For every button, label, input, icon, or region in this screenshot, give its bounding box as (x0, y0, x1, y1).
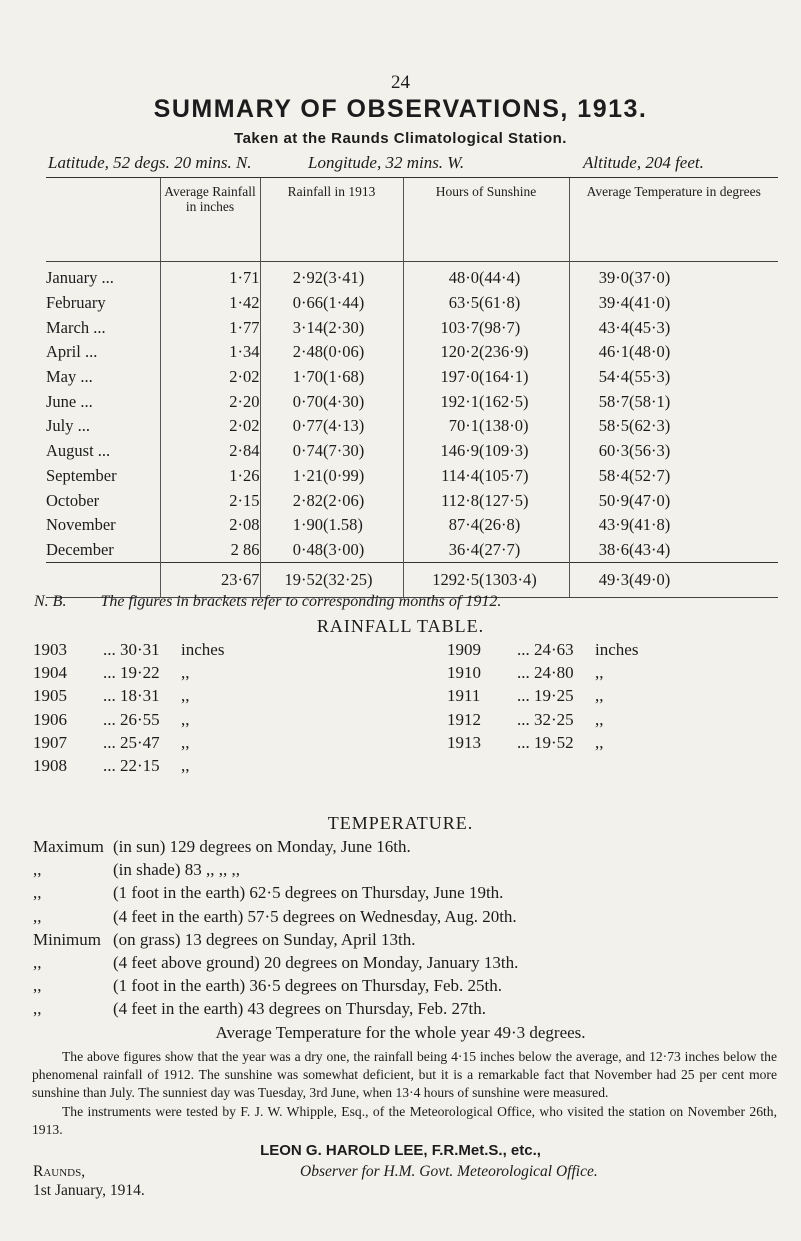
rainfall-unit: ,, (181, 732, 190, 752)
month-cell: November (46, 515, 116, 535)
sunshine-1912-cell: (127·5) (479, 490, 529, 510)
month-cell: February (46, 293, 106, 313)
rainfall-year: 1905 (33, 686, 67, 706)
temperature-heading: TEMPERATURE. (327, 813, 474, 833)
sunshine-cell: 114·4 (403, 464, 479, 489)
rainfall-line (447, 733, 604, 753)
temperature-text: (1 foot in the earth) 36·5 degrees on Thursday, Feb. 25th. (113, 976, 503, 996)
altitude: Altitude, 204 feet. (583, 153, 704, 172)
temperature-1912-cell: (56·3) (629, 441, 671, 461)
rainfall-line (33, 640, 224, 660)
rainfall-year: 1912 (447, 709, 481, 729)
avg-rainfall-cell: 2·84 (160, 439, 260, 464)
table-row (46, 389, 778, 414)
sunshine-cell: 112·8 (403, 488, 479, 513)
total-rainfall: 19·52 (260, 563, 323, 598)
temperature-lead: Maximum (33, 837, 104, 856)
temperature-lead: Minimum (33, 929, 102, 949)
summary-paragraph: The above figures show that the year was a dry one, the rainfall being 4·15 inches below the average, and 12·73 inches below the phenomenal rainfall of 1912. The sunshine was somewhat deficient, but it is a remarkable fact that November had 25 per cent more sunshine than July. The sunniest day was Tuesday, 3rd June, when 13·4 hours of sunshine were measured. (32, 1049, 777, 1100)
longitude: Longitude, 32 mins. W. (308, 153, 465, 172)
rainfall-value: ... 24·80 (517, 663, 574, 683)
temperature-1912-cell: (48·0) (629, 342, 671, 362)
sunshine-cell: 197·0 (403, 365, 479, 390)
sunshine-cell: 103·7 (403, 315, 479, 340)
temperature-text: (4 feet above ground) 20 degrees on Monday, January 13th. (113, 953, 519, 972)
latitude: Latitude, 52 degs. 20 mins. N. (48, 153, 252, 172)
month-cell: July ... (46, 416, 91, 436)
rainfall-1912-cell: (2·06) (323, 490, 365, 510)
sunshine-1912-cell: (236·9) (479, 342, 529, 362)
rainfall-year: 1907 (33, 732, 67, 752)
avg-rainfall-cell: 2 86 (160, 538, 260, 563)
temperature-1912-cell: (41·0) (629, 293, 671, 313)
table-row (46, 538, 778, 563)
month-cell: January ... (46, 268, 114, 288)
temperature-line (33, 930, 416, 950)
month-cell: April ... (46, 342, 98, 362)
rainfall-unit: ,, (181, 663, 190, 683)
header-avg-rainfall: Average Rainfall in inches (160, 178, 260, 262)
table-row (46, 439, 778, 464)
table-row (46, 262, 778, 291)
temperature-line (33, 907, 517, 927)
total-temperature: 49·3 (569, 563, 629, 598)
sunshine-1912-cell: (27·7) (479, 539, 521, 559)
rainfall-unit: ,, (181, 686, 190, 706)
rainfall-value: ... 30·31 (103, 640, 160, 659)
rainfall-line (447, 686, 604, 706)
rainfall-1912-cell: (1.58) (323, 515, 363, 535)
rainfall-1912-cell: (3·41) (323, 268, 365, 288)
temperature-cell: 54·4 (569, 365, 629, 390)
temperature-1912-cell: (58·1) (629, 391, 671, 411)
page-title: SUMMARY OF OBSERVATIONS, 1913. (153, 95, 648, 123)
table-row (46, 414, 778, 439)
observer-name: LEON G. HAROLD LEE, F.R.Met.S., etc., (260, 1142, 541, 1159)
rainfall-cell: 1·70 (260, 365, 323, 390)
rainfall-value: ... 19·22 (103, 663, 160, 683)
header-avg-temperature: Average Temperature in degrees (569, 178, 778, 262)
rainfall-cell: 0·74 (260, 439, 323, 464)
rainfall-unit: ,, (595, 732, 604, 752)
avg-rainfall-cell: 2·02 (160, 365, 260, 390)
rainfall-year: 1908 (33, 756, 67, 775)
header-month (46, 178, 160, 262)
sunshine-cell: 48·0 (403, 262, 479, 291)
temperature-line (33, 860, 240, 880)
station-place (33, 1163, 85, 1181)
rainfall-unit: inches (595, 640, 639, 659)
rainfall-1912-cell: (1·44) (323, 293, 365, 313)
header-rainfall-1913: Rainfall in 1913 (260, 178, 403, 262)
rainfall-cell: 2·48 (260, 340, 323, 365)
rainfall-unit: inches (181, 640, 225, 659)
rainfall-cell: 0·48 (260, 538, 323, 563)
rainfall-cell: 0·77 (260, 414, 323, 439)
temperature-lead: ,, (33, 883, 42, 903)
temperature-cell: 43·4 (569, 315, 629, 340)
temperature-cell: 39·0 (569, 262, 629, 291)
rainfall-cell: 3·14 (260, 315, 323, 340)
temperature-lead: ,, (33, 860, 42, 880)
table-row (46, 340, 778, 365)
sunshine-1912-cell: (105·7) (479, 465, 529, 485)
temperature-cell: 38·6 (569, 538, 629, 563)
table-row (46, 488, 778, 513)
rainfall-value: ... 24·63 (517, 640, 574, 659)
table-row (46, 365, 778, 390)
month-cell: December (46, 539, 114, 559)
sunshine-cell: 87·4 (403, 513, 479, 538)
rainfall-line (33, 686, 190, 706)
avg-rainfall-cell: 1·71 (160, 262, 260, 291)
rainfall-line (33, 756, 190, 776)
rainfall-year: 1910 (447, 663, 481, 683)
temperature-1912-cell: (37·0) (629, 268, 671, 288)
rainfall-1912-cell: (0·06) (323, 342, 365, 362)
rainfall-unit: ,, (595, 663, 604, 683)
rainfall-line (447, 640, 638, 660)
sunshine-1912-cell: (61·8) (479, 293, 521, 313)
place-name: Raunds, (33, 1163, 86, 1180)
total-avg-rainfall: 23·67 (160, 563, 260, 598)
temperature-text: (4 feet in the earth) 57·5 degrees on Wednesday, Aug. 20th. (113, 906, 517, 926)
temperature-lead: ,, (33, 953, 42, 972)
total-sunshine: 1292·5 (403, 563, 479, 598)
rainfall-value: ... 18·31 (103, 686, 160, 706)
rainfall-cell: 2·92 (260, 262, 323, 291)
table-row (46, 513, 778, 538)
rainfall-value: ... 32·25 (517, 709, 574, 729)
month-cell: March ... (46, 317, 106, 337)
temperature-cell: 43·9 (569, 513, 629, 538)
sunshine-cell: 146·9 (403, 439, 479, 464)
temperature-cell: 39·4 (569, 291, 629, 316)
total-rainfall-1912: (32·25) (323, 563, 403, 598)
note-text: The figures in brackets refer to corresponding months of 1912. (100, 593, 502, 610)
observations-body (46, 262, 778, 563)
rainfall-cell: 1·90 (260, 513, 323, 538)
rainfall-value: ... 19·52 (517, 732, 574, 752)
temperature-lead: ,, (33, 906, 42, 926)
sunshine-cell: 192·1 (403, 389, 479, 414)
sunshine-cell: 70·1 (403, 414, 479, 439)
rainfall-1912-cell: (1·68) (323, 367, 365, 387)
rainfall-year: 1909 (447, 640, 481, 659)
temperature-1912-cell: (41·8) (629, 515, 671, 535)
total-temperature-1912: (49·0) (629, 563, 778, 598)
sunshine-1912-cell: (162·5) (479, 391, 529, 411)
avg-rainfall-cell: 1·26 (160, 464, 260, 489)
total-sunshine-1912: (1303·4) (479, 563, 569, 598)
rainfall-year: 1904 (33, 663, 67, 683)
temperature-text: (in shade) 83 ,, ,, ,, (113, 860, 241, 880)
note-label: N. B. (34, 593, 67, 610)
temperature-1912-cell: (43·4) (629, 539, 671, 559)
avg-rainfall-cell: 1·42 (160, 291, 260, 316)
sunshine-cell: 63·5 (403, 291, 479, 316)
temperature-text: (4 feet in the earth) 43 degrees on Thursday, Feb. 27th. (113, 999, 486, 1019)
rainfall-cell: 0·66 (260, 291, 323, 316)
rainfall-value: ... 25·47 (103, 732, 160, 752)
month-cell: August ... (46, 441, 111, 461)
temperature-1912-cell: (55·3) (629, 367, 671, 387)
temperature-cell: 60·3 (569, 439, 629, 464)
table-row (46, 291, 778, 316)
rainfall-1912-cell: (7·30) (323, 441, 365, 461)
header-sunshine: Hours of Sunshine (403, 178, 569, 262)
rainfall-unit: ,, (595, 709, 604, 729)
rainfall-unit: ,, (595, 686, 604, 706)
temperature-cell: 46·1 (569, 340, 629, 365)
table-row (46, 464, 778, 489)
month-cell: September (46, 465, 117, 485)
rainfall-line (33, 733, 190, 753)
rainfall-cell: 2·82 (260, 488, 323, 513)
sunshine-cell: 120·2 (403, 340, 479, 365)
sunshine-cell: 36·4 (403, 538, 479, 563)
avg-rainfall-cell: 2·20 (160, 389, 260, 414)
rainfall-line (447, 710, 604, 730)
table-row (46, 315, 778, 340)
temperature-cell: 50·9 (569, 488, 629, 513)
avg-rainfall-cell: 1·77 (160, 315, 260, 340)
sunshine-1912-cell: (98·7) (479, 317, 521, 337)
rainfall-1912-cell: (0·99) (323, 465, 365, 485)
observer-role: Observer for H.M. Govt. Meteorological Office. (300, 1163, 598, 1180)
avg-rainfall-cell: 2·15 (160, 488, 260, 513)
temperature-1912-cell: (52·7) (629, 465, 671, 485)
rainfall-unit: ,, (181, 756, 190, 775)
rainfall-1912-cell: (4·13) (323, 416, 365, 436)
temperature-line (33, 976, 502, 996)
signature-date: 1st January, 1914. (33, 1182, 145, 1199)
temperature-cell: 58·4 (569, 464, 629, 489)
rainfall-value: ... 22·15 (103, 756, 160, 775)
temperature-1912-cell: (47·0) (629, 490, 671, 510)
rainfall-year: 1903 (33, 640, 67, 659)
temperature-1912-cell: (62·3) (629, 416, 671, 436)
month-cell: May ... (46, 367, 93, 387)
sunshine-1912-cell: (109·3) (479, 441, 529, 461)
rainfall-cell: 0·70 (260, 389, 323, 414)
avg-rainfall-cell: 2·02 (160, 414, 260, 439)
temperature-cell: 58·7 (569, 389, 629, 414)
avg-rainfall-cell: 1·34 (160, 340, 260, 365)
rainfall-1912-cell: (4·30) (323, 391, 365, 411)
avg-rainfall-cell: 2·08 (160, 513, 260, 538)
temperature-text: (in sun) 129 degrees on Monday, June 16th. (113, 837, 411, 856)
temperature-line (33, 999, 486, 1019)
rainfall-cell: 1·21 (260, 464, 323, 489)
temperature-line (33, 883, 503, 903)
rainfall-table-heading: RAINFALL TABLE. (316, 616, 485, 636)
month-cell: June ... (46, 391, 93, 411)
temperature-cell: 58·5 (569, 414, 629, 439)
temperature-lead: ,, (33, 976, 42, 996)
rainfall-unit: ,, (181, 709, 190, 729)
temperature-text: (on grass) 13 degrees on Sunday, April 13th. (113, 929, 416, 949)
rainfall-1912-cell: (3·00) (323, 539, 365, 559)
rainfall-line (33, 710, 190, 730)
temperature-line (33, 953, 518, 973)
rainfall-year: 1913 (447, 732, 481, 752)
temperature-text: (1 foot in the earth) 62·5 degrees on Thursday, June 19th. (113, 883, 504, 903)
rainfall-year: 1906 (33, 709, 67, 729)
instruments-paragraph: The instruments were tested by F. J. W. Whipple, Esq., of the Meteorological Office, who visited the station on November 26th, 1913. (32, 1104, 777, 1137)
sunshine-1912-cell: (138·0) (479, 416, 529, 436)
rainfall-line (447, 663, 604, 683)
temperature-1912-cell: (45·3) (629, 317, 671, 337)
rainfall-year: 1911 (447, 686, 481, 706)
rainfall-value: ... 19·25 (517, 686, 574, 706)
temperature-lead: ,, (33, 999, 42, 1019)
month-cell: October (46, 490, 100, 510)
rainfall-1912-cell: (2·30) (323, 317, 365, 337)
average-temperature: Average Temperature for the whole year 49·3 degrees. (215, 1023, 586, 1042)
observations-table (46, 177, 778, 598)
sunshine-1912-cell: (26·8) (479, 515, 521, 535)
bracket-note (34, 593, 501, 611)
temperature-line (33, 837, 411, 857)
sunshine-1912-cell: (44·4) (479, 268, 521, 288)
rainfall-line (33, 663, 190, 683)
page-number: 24 (391, 72, 410, 93)
sunshine-1912-cell: (164·1) (479, 367, 529, 387)
rainfall-value: ... 26·55 (103, 709, 160, 729)
page-subtitle: Taken at the Raunds Climatological Station. (234, 130, 567, 147)
